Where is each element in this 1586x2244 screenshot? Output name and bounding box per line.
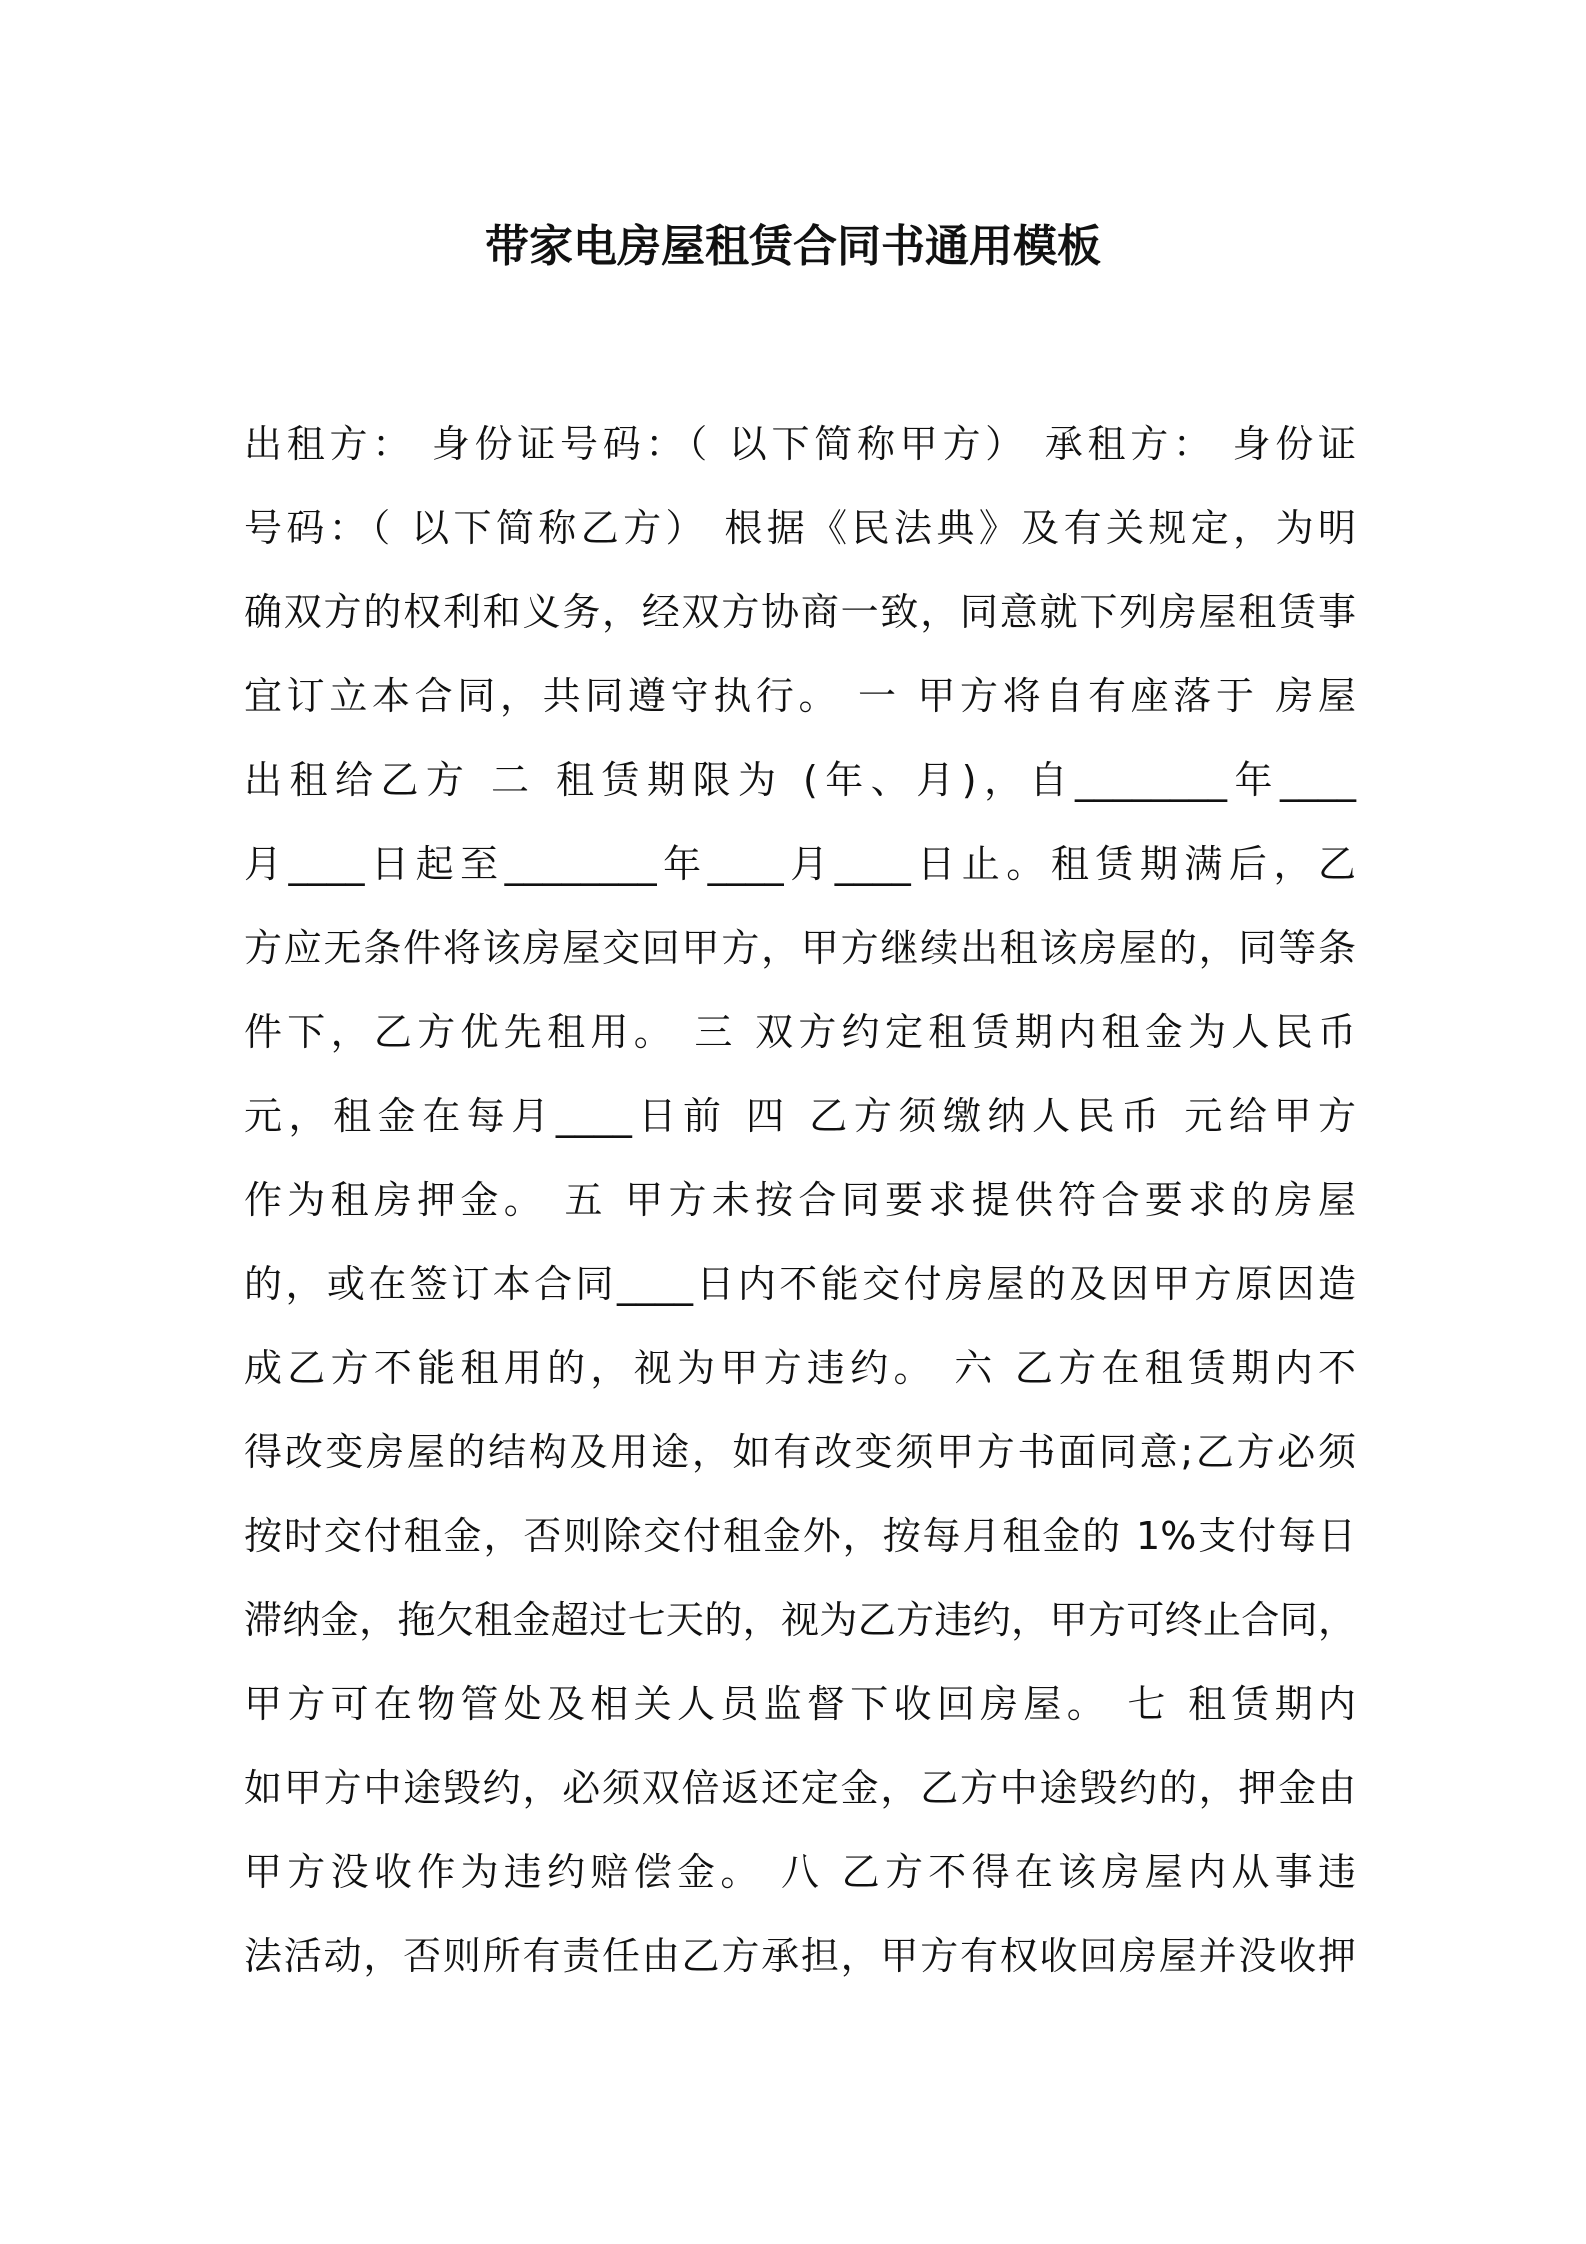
body-line: 法活动，否则所有责任由乙方承担，甲方有权收回房屋并没收押 — [244, 1934, 1356, 1978]
body-line: 滞纳金，拖欠租金超过七天的，视为乙方违约，甲方可终止合同， — [244, 1598, 1356, 1642]
body-line: 出租给乙方 二 租赁期限为 (年、月)，自________年____ — [244, 758, 1356, 802]
body-line: 出租方： 身份证号码：（ 以下简称甲方） 承租方： 身份证 — [244, 422, 1356, 466]
body-line: 甲方可在物管处及相关人员监督下收回房屋。 七 租赁期内 — [244, 1682, 1356, 1726]
body-line: 如甲方中途毁约，必须双倍返还定金，乙方中途毁约的，押金由 — [244, 1766, 1356, 1810]
document-title: 带家电房屋租赁合同书通用模板 — [485, 221, 1101, 272]
body-line: 成乙方不能租用的，视为甲方违约。 六 乙方在租赁期内不 — [244, 1346, 1356, 1390]
document-body — [244, 402, 1356, 1998]
body-line: 得改变房屋的结构及用途，如有改变须甲方书面同意;乙方必须 — [244, 1430, 1356, 1474]
body-line: 作为租房押金。 五 甲方未按合同要求提供符合要求的房屋 — [244, 1178, 1356, 1222]
body-line: 宜订立本合同，共同遵守执行。 一 甲方将自有座落于 房屋 — [244, 674, 1356, 718]
body-line: 甲方没收作为违约赔偿金。 八 乙方不得在该房屋内从事违 — [244, 1850, 1356, 1894]
body-line: 的，或在签订本合同____日内不能交付房屋的及因甲方原因造 — [244, 1262, 1356, 1306]
body-line: 按时交付租金，否则除交付租金外，按每月租金的 1%支付每日 — [244, 1514, 1356, 1558]
body-line: 确双方的权利和义务，经双方协商一致，同意就下列房屋租赁事 — [244, 590, 1356, 634]
body-line: 件下，乙方优先租用。 三 双方约定租赁期内租金为人民币 — [244, 1010, 1356, 1054]
body-line: 号码：（ 以下简称乙方） 根据《民法典》及有关规定，为明 — [244, 506, 1356, 550]
body-line: 月____日起至________年____月____日止。租赁期满后，乙 — [244, 842, 1356, 886]
body-line: 元，租金在每月____日前 四 乙方须缴纳人民币 元给甲方 — [244, 1094, 1356, 1138]
body-line: 方应无条件将该房屋交回甲方，甲方继续出租该房屋的，同等条 — [244, 926, 1356, 970]
